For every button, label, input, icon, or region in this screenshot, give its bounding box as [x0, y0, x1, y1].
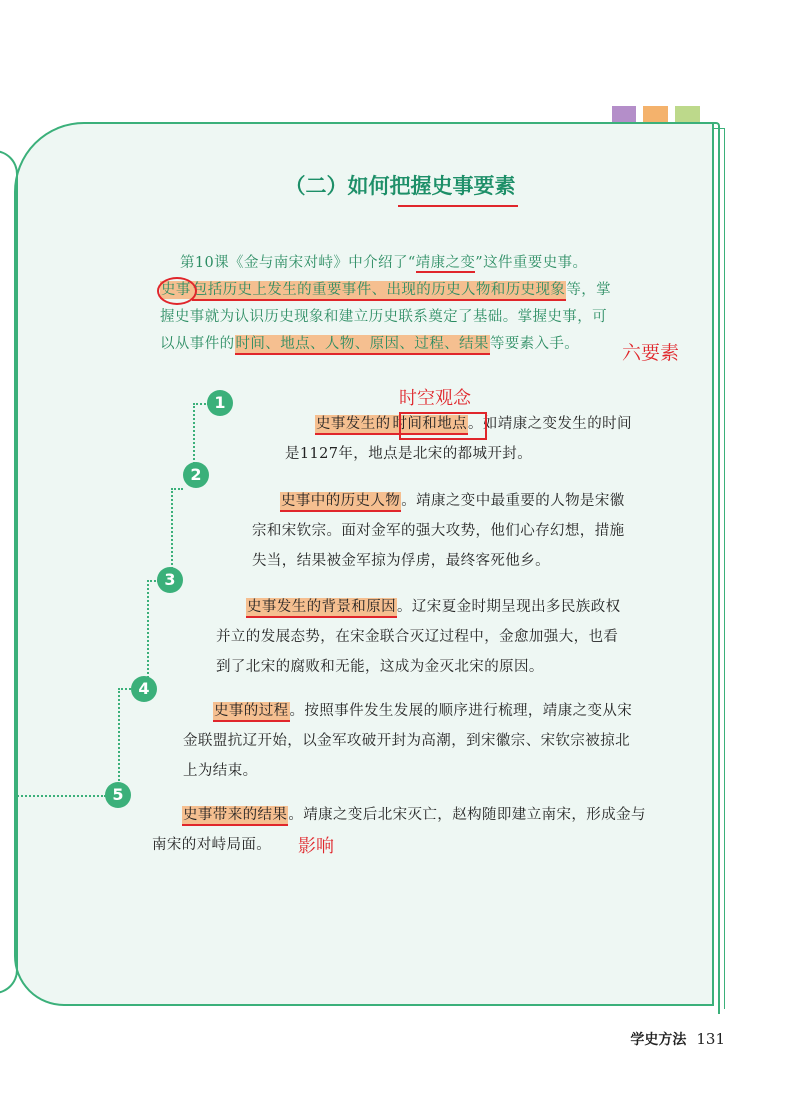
- intro-line-3: 握史事就为认识历史现象和建立历史联系奠定了基础。掌握史事，可: [160, 309, 607, 325]
- annotation-six-elements: 六要素: [622, 342, 680, 364]
- intro-line-1: [180, 250, 587, 277]
- intro-line-4: [160, 331, 579, 358]
- item-5-text: 。靖康之变后北宋灭亡，赵构随即建立南宋，形成金与: [288, 807, 646, 823]
- connector-line: [118, 688, 134, 796]
- step-number-1: 1: [207, 390, 233, 416]
- page-number: 131: [696, 1030, 725, 1048]
- step-number-3: 3: [157, 567, 183, 593]
- intro-text: 第10课《金与南宋对峙》中介绍了“: [180, 255, 416, 271]
- item-3-line-1: [246, 592, 621, 622]
- term-shishi: 史事: [161, 282, 191, 298]
- item-4-line-1: [213, 696, 632, 726]
- connector-line: [171, 488, 183, 490]
- item-1-text: 。如靖康之变发生的时间: [468, 416, 632, 432]
- item-5-heading: 史事带来的结果: [182, 806, 288, 826]
- page-footer: [630, 1029, 725, 1049]
- item-3-line-2: 并立的发展态势，在宋金联合灭辽过程中，金愈加强大，也看: [216, 629, 619, 645]
- connector-line: [171, 488, 187, 580]
- title-underline: [398, 205, 518, 207]
- intro-text: ”这件重要史事。: [475, 255, 588, 271]
- item-3-heading: 史事发生的背景和原因: [246, 598, 397, 618]
- red-box-annotation: [399, 412, 487, 440]
- item-5-line-1: [182, 800, 646, 830]
- left-binding-curve: [0, 150, 18, 994]
- step-number-2: 2: [183, 462, 209, 488]
- annotation-spacetime: 时空观念: [399, 388, 471, 409]
- item-1-heading-time-place: 时间和地点: [392, 415, 469, 435]
- item-1-line-2: 是1127年，地点是北宋的都城开封。: [285, 446, 533, 462]
- item-3-text: 。辽宋夏金时期呈现出多民族政权: [397, 599, 621, 615]
- red-circle-annotation: [157, 277, 197, 305]
- item-2-heading: 史事中的历史人物: [280, 492, 401, 512]
- item-2-text: 。靖康之变中最重要的人物是宋徽: [401, 493, 625, 509]
- key-event-term: 靖康之变: [415, 255, 476, 271]
- item-1-heading: 史事发生的: [315, 415, 392, 435]
- connector-line: [14, 795, 106, 797]
- connector-line: [147, 580, 159, 690]
- item-2-line-2: 宗和宋钦宗。面对金军的强大攻势，他们心存幻想，措施: [252, 523, 625, 539]
- intro-text: 等要素入手。: [489, 336, 580, 352]
- step-number-4: 4: [131, 676, 157, 702]
- item-2-line-3: 失当，结果被金军掠为俘虏，最终客死他乡。: [252, 553, 550, 569]
- definition-highlight: 包括历史上发生的重要事件、出现的历史人物和历史现象: [192, 281, 567, 301]
- six-elements-highlight: 时间、地点、人物、原因、过程、结果: [235, 335, 490, 355]
- item-4-line-2: 金联盟抗辽开始，以金军攻破开封为高潮，到宋徽宗、宋钦宗被掠北: [183, 733, 630, 749]
- item-3-line-3: 到了北宋的腐败和无能，这成为金灭北宋的原因。: [216, 659, 544, 675]
- intro-line-2: [160, 277, 611, 304]
- item-4-text: 。按照事件发生发展的顺序进行梳理，靖康之变从宋: [289, 703, 633, 719]
- item-4-heading: 史事的过程: [213, 702, 290, 722]
- intro-text: 等，掌: [566, 282, 612, 298]
- annotation-influence: 影响: [298, 836, 334, 857]
- footer-section: 学史方法: [630, 1032, 687, 1048]
- section-title: （二）如何把握史事要素: [284, 174, 516, 198]
- item-5-line-2: 南宋的对峙局面。: [152, 837, 272, 853]
- item-2-line-1: [280, 486, 625, 516]
- step-number-5: 5: [105, 782, 131, 808]
- item-4-line-3: 上为结束。: [183, 763, 258, 779]
- intro-text: 以从事件的: [160, 336, 235, 352]
